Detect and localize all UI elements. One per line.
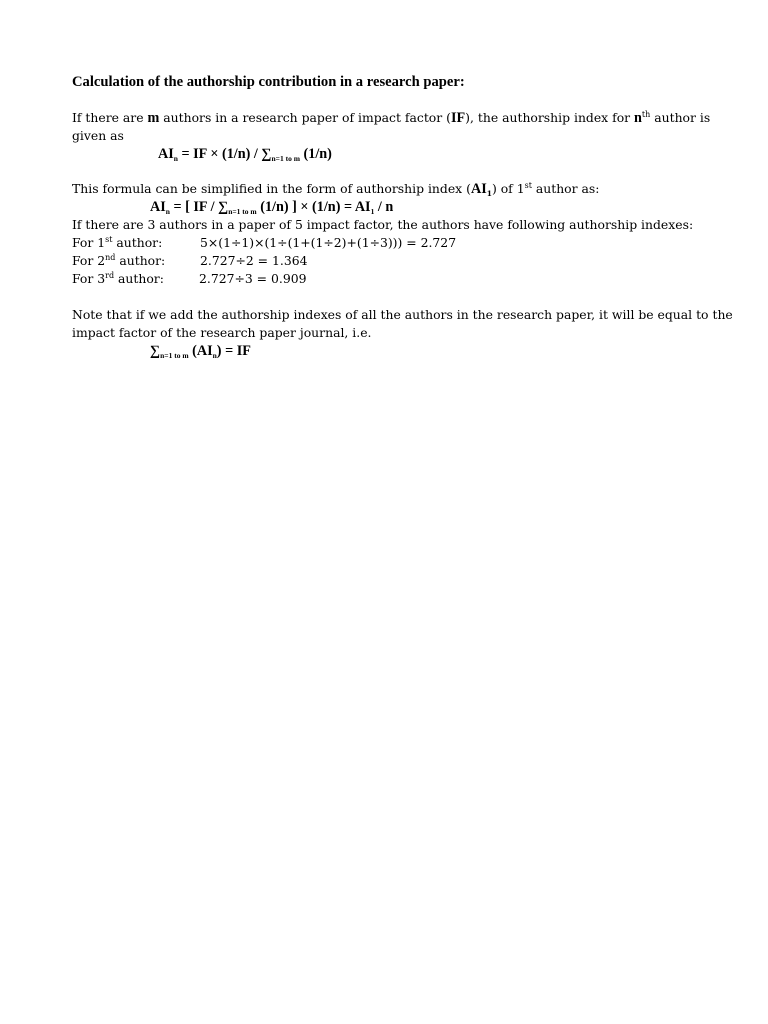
intro-line-2: given as xyxy=(72,128,124,143)
example-calc: 2.727÷2 = 1.364 xyxy=(200,253,308,268)
example-calc: 2.727÷3 = 0.909 xyxy=(199,271,307,286)
intro-line-1: If there are m authors in a research paper of impact factor (IF), the authorship index for $n^{th}$ author is xyxy=(72,110,711,126)
example-row: For 1st author: 5×(1÷1)×(1÷(1+(1÷2)+(1÷3))) = 2.727 xyxy=(72,235,457,250)
example-row: For 3rd author: 2.727÷3 = 0.909 xyxy=(72,271,307,286)
simplify-line: This formula can be simplified in the form of authorship index $(AI_1)$ of 1st author as: xyxy=(72,181,600,198)
example-intro: If there are 3 authors in a paper of 5 impact factor, the authors have following authorship indexes: xyxy=(72,217,694,232)
formula-authorship-index: $AI_n$ = IF × $(1/n) / \sum_{n=1 to m}$ (1/n) xyxy=(158,146,332,163)
formula-sum-equals-if: $\sum_{n=1 to m}$ $(AI_n)$ = IF xyxy=(150,343,251,360)
example-calc: 5×(1÷1)×(1÷(1+(1÷2)+(1÷3))) = 2.727 xyxy=(200,235,457,250)
note-line-2: impact factor of the research paper journal, i.e. xyxy=(72,325,372,340)
example-row: For 2nd author: 2.727÷2 = 1.364 xyxy=(72,253,308,268)
document-heading: Calculation of the authorship contribution in a research paper: xyxy=(72,74,465,90)
formula-simplified: $AI_n$ = [ IF / $\sum_{n=1 to m}$ (1/n) ] × $(1/n) = AI_1 / n$ xyxy=(150,199,394,216)
note-line-1: Note that if we add the authorship indexes of all the authors in the research paper, it will be equal to the xyxy=(72,307,733,322)
